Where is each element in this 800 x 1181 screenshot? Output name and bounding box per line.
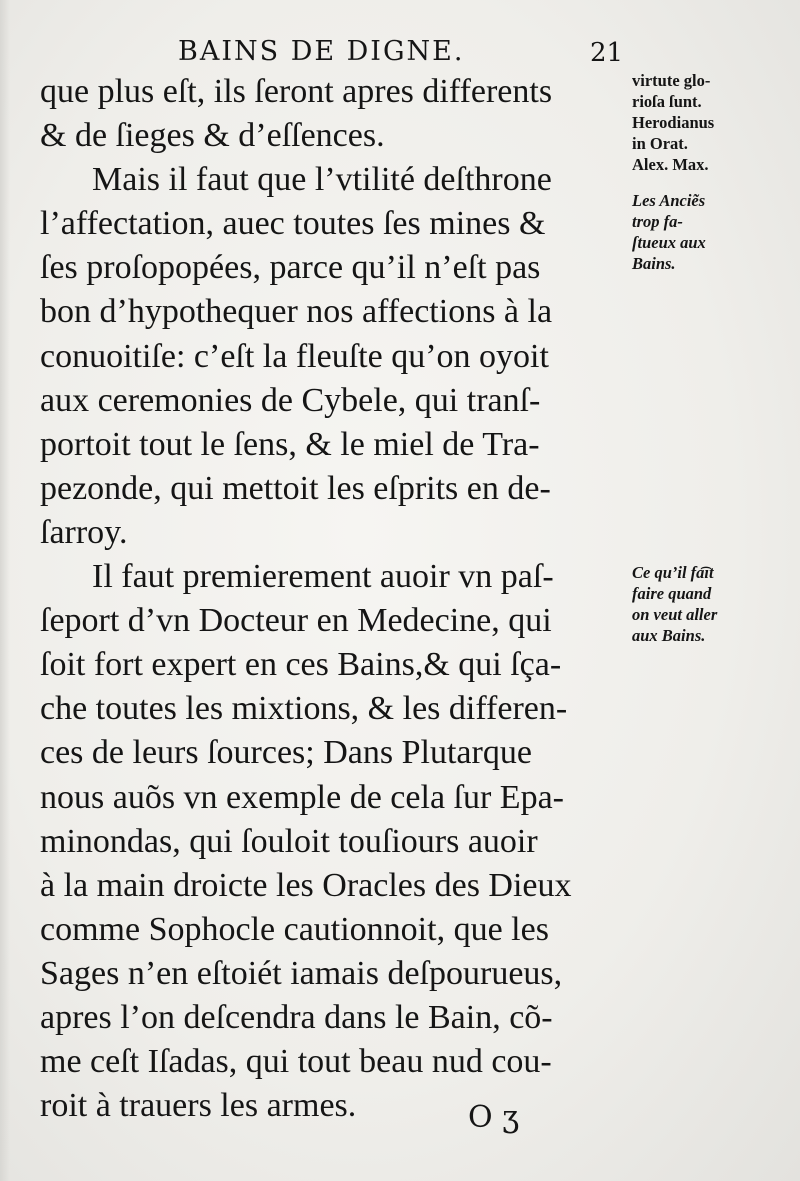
running-title: BAINS DE DIGNE.	[178, 36, 465, 67]
text-line: Mais il faut que l’vtilité deſthrone	[92, 161, 552, 199]
text-line: ſarroy.	[40, 513, 128, 551]
margin-note-line: in Orat.	[632, 134, 688, 153]
text-line: & de ſieges & d’eſſences.	[40, 117, 385, 155]
margin-note-herodianus	[632, 70, 797, 175]
text-line: ſeport d’vn Docteur en Medecine, qui	[40, 602, 552, 640]
text-line: ces de leurs ſources; Dans Plutarque	[40, 734, 532, 772]
text-line: conuoitiſe: c’eſt la fleuſte qu’on oyoit	[40, 337, 549, 375]
text-line: à la main droicte les Oracles des Dieux	[40, 866, 572, 904]
signature-mark: O ʒ	[468, 1100, 520, 1135]
text-line: ſes proſopopées, parce qu’il n’eſt pas	[40, 249, 541, 287]
margin-note-line: ſtueux aux	[632, 233, 706, 252]
text-line: ſoit fort expert en ces Bains,& qui ſça-	[40, 646, 562, 684]
page-gutter-shadow	[0, 0, 10, 1181]
text-line: apres l’on deſcendra dans le Bain, cõ-	[40, 998, 553, 1036]
margin-note-line: Alex. Max.	[632, 155, 709, 174]
text-line: nous auõs vn exemple de cela ſur Epa-	[40, 778, 564, 816]
main-text	[40, 70, 630, 1128]
text-line: Il faut premierement auoir vn paſ-	[92, 558, 554, 596]
margin-note-line: rioſa ſunt.	[632, 92, 702, 111]
text-line: roit à trauers les armes.	[40, 1087, 357, 1125]
margin-note-line: Ce qu’il fa͡ıt	[632, 563, 714, 582]
text-line: pezonde, qui mettoit les eſprits en de-	[40, 469, 551, 507]
margin-note-line: trop fa-	[632, 212, 683, 231]
text-line: che toutes les mixtions, & les differen-	[40, 690, 568, 728]
text-line: Sages n’en eſtoiét iamais deſpourueus,	[40, 954, 563, 992]
text-line: portoit tout le ſens, & le miel de Tra-	[40, 425, 540, 463]
margin-note-line: on veut aller	[632, 605, 718, 624]
margin-note-bains	[632, 562, 797, 646]
margin-note-anciens	[632, 190, 797, 274]
text-line: me ceſt Iſadas, qui tout beau nud cou-	[40, 1043, 552, 1081]
text-line: bon d’hypothequer nos affections à la	[40, 293, 553, 331]
margin-note-line: aux Bains.	[632, 626, 706, 645]
text-line: que plus eſt, ils ſeront apres differents	[40, 73, 553, 110]
margin-note-line: Herodianus	[632, 113, 715, 132]
text-line: aux ceremonies de Cybele, qui tranſ-	[40, 381, 541, 419]
page-number: 21	[590, 38, 624, 68]
text-line: l’affectation, auec toutes ſes mines &	[40, 205, 546, 243]
margin-note-line: faire quand	[632, 584, 712, 603]
margin-note-line: Les Anciẽs	[632, 191, 706, 210]
text-line: minondas, qui ſouloit touſiours auoir	[40, 822, 538, 860]
text-line: comme Sophocle cautionnoit, que les	[40, 910, 549, 948]
margin-note-line: virtute glo-	[632, 71, 711, 90]
margin-note-line: Bains.	[632, 254, 676, 273]
